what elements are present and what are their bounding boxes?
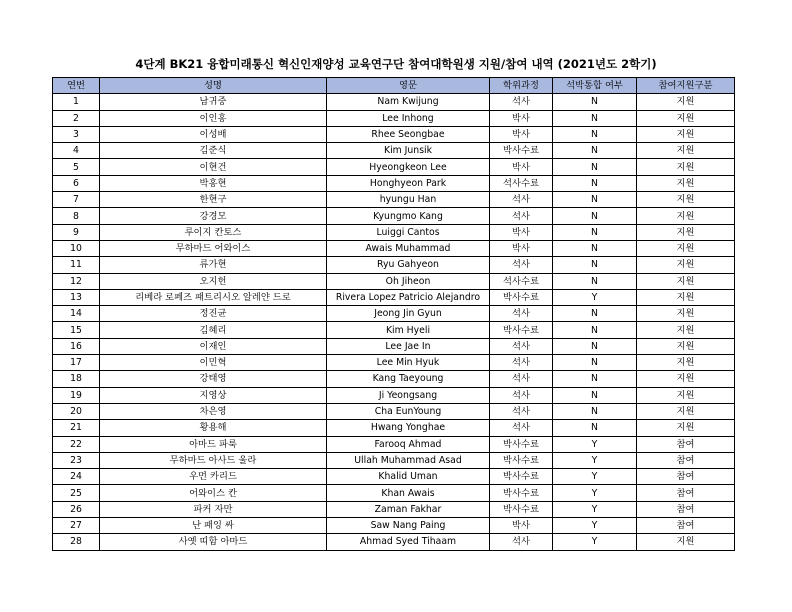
cell-name-korean: 지영상 xyxy=(100,387,327,403)
cell-support-type: 지원 xyxy=(637,355,735,371)
cell-integrated: Y xyxy=(553,469,637,485)
cell-support-type: 지원 xyxy=(637,94,735,110)
cell-no: 28 xyxy=(53,534,100,550)
cell-name-korean: 이현건 xyxy=(100,159,327,175)
cell-no: 21 xyxy=(53,420,100,436)
cell-support-type: 지원 xyxy=(637,192,735,208)
cell-integrated: N xyxy=(553,306,637,322)
cell-support-type: 지원 xyxy=(637,159,735,175)
cell-name-english: Hyeongkeon Lee xyxy=(327,159,490,175)
cell-support-type: 지원 xyxy=(637,224,735,240)
cell-degree: 석사 xyxy=(490,534,553,550)
cell-integrated: N xyxy=(553,126,637,142)
table-row xyxy=(53,143,735,159)
table-row xyxy=(53,208,735,224)
cell-support-type: 참여 xyxy=(637,436,735,452)
table-row xyxy=(53,306,735,322)
cell-integrated: N xyxy=(553,371,637,387)
cell-integrated: N xyxy=(553,94,637,110)
cell-integrated: N xyxy=(553,224,637,240)
cell-support-type: 지원 xyxy=(637,403,735,419)
cell-no: 12 xyxy=(53,273,100,289)
cell-name-english: Ahmad Syed Tihaam xyxy=(327,534,490,550)
cell-name-english: Farooq Ahmad xyxy=(327,436,490,452)
cell-name-korean: 황용해 xyxy=(100,420,327,436)
cell-degree: 박사수료 xyxy=(490,143,553,159)
cell-degree: 박사 xyxy=(490,518,553,534)
cell-degree: 박사수료 xyxy=(490,322,553,338)
table-row xyxy=(53,110,735,126)
cell-name-korean: 차은영 xyxy=(100,403,327,419)
cell-integrated: Y xyxy=(553,534,637,550)
cell-name-english: Kyungmo Kang xyxy=(327,208,490,224)
cell-name-korean: 이성배 xyxy=(100,126,327,142)
cell-no: 19 xyxy=(53,387,100,403)
cell-name-korean: 이민혁 xyxy=(100,355,327,371)
cell-support-type: 참여 xyxy=(637,518,735,534)
table-row xyxy=(53,94,735,110)
cell-degree: 석사 xyxy=(490,306,553,322)
cell-name-english: Rivera Lopez Patricio Alejandro xyxy=(327,289,490,305)
cell-integrated: N xyxy=(553,273,637,289)
cell-name-korean: 박홍현 xyxy=(100,175,327,191)
cell-no: 10 xyxy=(53,240,100,256)
cell-name-korean: 정진균 xyxy=(100,306,327,322)
table-row xyxy=(53,501,735,517)
cell-name-korean: 이재인 xyxy=(100,338,327,354)
table-row xyxy=(53,289,735,305)
cell-no: 25 xyxy=(53,485,100,501)
cell-support-type: 지원 xyxy=(637,306,735,322)
cell-name-korean: 오지헌 xyxy=(100,273,327,289)
cell-support-type: 지원 xyxy=(637,387,735,403)
cell-no: 4 xyxy=(53,143,100,159)
table-row xyxy=(53,452,735,468)
table-row xyxy=(53,355,735,371)
cell-support-type: 참여 xyxy=(637,501,735,517)
cell-integrated: N xyxy=(553,257,637,273)
cell-support-type: 지원 xyxy=(637,257,735,273)
cell-no: 7 xyxy=(53,192,100,208)
cell-no: 23 xyxy=(53,452,100,468)
cell-degree: 박사 xyxy=(490,224,553,240)
cell-name-english: Kim Junsik xyxy=(327,143,490,159)
cell-degree: 박사 xyxy=(490,110,553,126)
table-row xyxy=(53,338,735,354)
cell-support-type: 참여 xyxy=(637,485,735,501)
cell-no: 9 xyxy=(53,224,100,240)
table-row xyxy=(53,436,735,452)
cell-integrated: N xyxy=(553,143,637,159)
cell-name-english: Honghyeon Park xyxy=(327,175,490,191)
cell-degree: 석사 xyxy=(490,338,553,354)
cell-name-english: Saw Nang Paing xyxy=(327,518,490,534)
table-row xyxy=(53,534,735,550)
cell-integrated: N xyxy=(553,338,637,354)
cell-no: 11 xyxy=(53,257,100,273)
cell-no: 16 xyxy=(53,338,100,354)
header-name-korean: 성명 xyxy=(100,78,327,94)
cell-name-english: Jeong Jin Gyun xyxy=(327,306,490,322)
table-row xyxy=(53,387,735,403)
cell-name-english: Lee Min Hyuk xyxy=(327,355,490,371)
cell-name-english: Lee Jae In xyxy=(327,338,490,354)
cell-integrated: N xyxy=(553,387,637,403)
cell-name-korean: 무하마드 어와이스 xyxy=(100,240,327,256)
cell-name-korean: 어와이스 칸 xyxy=(100,485,327,501)
cell-no: 27 xyxy=(53,518,100,534)
cell-no: 18 xyxy=(53,371,100,387)
cell-name-english: Hwang Yonghae xyxy=(327,420,490,436)
cell-support-type: 지원 xyxy=(637,420,735,436)
table-row xyxy=(53,126,735,142)
cell-name-korean: 무하마드 아사드 울라 xyxy=(100,452,327,468)
cell-degree: 석사 xyxy=(490,192,553,208)
cell-support-type: 지원 xyxy=(637,110,735,126)
cell-name-english: Cha EunYoung xyxy=(327,403,490,419)
cell-name-english: Lee Inhong xyxy=(327,110,490,126)
cell-no: 2 xyxy=(53,110,100,126)
table-row xyxy=(53,175,735,191)
cell-integrated: N xyxy=(553,175,637,191)
cell-no: 15 xyxy=(53,322,100,338)
table-row xyxy=(53,485,735,501)
cell-degree: 석사 xyxy=(490,257,553,273)
cell-name-korean: 이인홍 xyxy=(100,110,327,126)
cell-support-type: 참여 xyxy=(637,452,735,468)
document-title: 4단계 BK21 융합미래통신 혁신인재양성 교육연구단 참여대학원생 지원/참여 내역 (2021년도 2학기) xyxy=(135,57,657,71)
cell-degree: 박사수료 xyxy=(490,289,553,305)
cell-name-english: Kang Taeyoung xyxy=(327,371,490,387)
cell-support-type: 지원 xyxy=(637,273,735,289)
cell-name-english: Zaman Fakhar xyxy=(327,501,490,517)
cell-no: 26 xyxy=(53,501,100,517)
cell-support-type: 지원 xyxy=(637,240,735,256)
table-row xyxy=(53,403,735,419)
cell-name-english: Ji Yeongsang xyxy=(327,387,490,403)
cell-support-type: 지원 xyxy=(637,338,735,354)
header-name-english: 영문 xyxy=(327,78,490,94)
cell-name-english: hyungu Han xyxy=(327,192,490,208)
table-row xyxy=(53,420,735,436)
cell-degree: 박사 xyxy=(490,240,553,256)
cell-name-korean: 김준식 xyxy=(100,143,327,159)
cell-integrated: N xyxy=(553,322,637,338)
cell-name-english: Ryu Gahyeon xyxy=(327,257,490,273)
cell-name-english: Awais Muhammad xyxy=(327,240,490,256)
table-header-row xyxy=(53,78,735,94)
cell-name-english: Ullah Muhammad Asad xyxy=(327,452,490,468)
table-row xyxy=(53,240,735,256)
cell-name-english: Khalid Uman xyxy=(327,469,490,485)
cell-name-english: Nam Kwijung xyxy=(327,94,490,110)
header-integrated: 석박통합 여부 xyxy=(553,78,637,94)
cell-name-korean: 파커 자만 xyxy=(100,501,327,517)
cell-no: 14 xyxy=(53,306,100,322)
table-row xyxy=(53,224,735,240)
participants-table xyxy=(52,77,735,551)
table-body xyxy=(53,94,735,550)
cell-degree: 석사 xyxy=(490,403,553,419)
cell-integrated: N xyxy=(553,403,637,419)
table-row xyxy=(53,371,735,387)
cell-name-korean: 남귀중 xyxy=(100,94,327,110)
table-row xyxy=(53,273,735,289)
cell-name-korean: 류가현 xyxy=(100,257,327,273)
cell-name-english: Rhee Seongbae xyxy=(327,126,490,142)
cell-name-korean: 김혜리 xyxy=(100,322,327,338)
cell-support-type: 지원 xyxy=(637,126,735,142)
header-degree: 학위과정 xyxy=(490,78,553,94)
cell-degree: 박사수료 xyxy=(490,469,553,485)
cell-degree: 박사수료 xyxy=(490,452,553,468)
table-row xyxy=(53,159,735,175)
cell-support-type: 참여 xyxy=(637,469,735,485)
cell-degree: 박사수료 xyxy=(490,485,553,501)
cell-integrated: Y xyxy=(553,452,637,468)
cell-name-english: Khan Awais xyxy=(327,485,490,501)
cell-support-type: 지원 xyxy=(637,208,735,224)
cell-support-type: 지원 xyxy=(637,175,735,191)
cell-degree: 석사 xyxy=(490,387,553,403)
cell-no: 22 xyxy=(53,436,100,452)
table-row xyxy=(53,192,735,208)
table-row xyxy=(53,518,735,534)
cell-name-korean: 한현구 xyxy=(100,192,327,208)
cell-degree: 석사 xyxy=(490,94,553,110)
cell-name-korean: 강태영 xyxy=(100,371,327,387)
cell-name-english: Luiggi Cantos xyxy=(327,224,490,240)
cell-support-type: 지원 xyxy=(637,371,735,387)
cell-integrated: N xyxy=(553,159,637,175)
cell-degree: 박사 xyxy=(490,159,553,175)
cell-no: 20 xyxy=(53,403,100,419)
cell-integrated: N xyxy=(553,208,637,224)
cell-integrated: Y xyxy=(553,436,637,452)
cell-integrated: N xyxy=(553,240,637,256)
cell-support-type: 지원 xyxy=(637,143,735,159)
cell-no: 6 xyxy=(53,175,100,191)
cell-support-type: 지원 xyxy=(637,289,735,305)
cell-name-korean: 강경모 xyxy=(100,208,327,224)
header-no: 연번 xyxy=(53,78,100,94)
header-support-type: 참여지원구분 xyxy=(637,78,735,94)
cell-no: 5 xyxy=(53,159,100,175)
cell-degree: 석사 xyxy=(490,208,553,224)
cell-no: 1 xyxy=(53,94,100,110)
cell-no: 3 xyxy=(53,126,100,142)
cell-name-korean: 난 패잉 싸 xyxy=(100,518,327,534)
cell-name-korean: 우먼 카리드 xyxy=(100,469,327,485)
cell-degree: 석사 xyxy=(490,420,553,436)
cell-name-korean: 루이지 칸토스 xyxy=(100,224,327,240)
cell-name-korean: 아마드 파룩 xyxy=(100,436,327,452)
cell-degree: 박사수료 xyxy=(490,501,553,517)
cell-name-korean: 리베라 로페즈 패트리시오 알레얀 드로 xyxy=(100,289,327,305)
table-row xyxy=(53,257,735,273)
cell-integrated: Y xyxy=(553,501,637,517)
cell-integrated: Y xyxy=(553,289,637,305)
table-row xyxy=(53,469,735,485)
cell-integrated: N xyxy=(553,192,637,208)
cell-name-korean: 사옛 띠함 아마드 xyxy=(100,534,327,550)
cell-name-english: Kim Hyeli xyxy=(327,322,490,338)
cell-degree: 석사 xyxy=(490,371,553,387)
table-row xyxy=(53,322,735,338)
cell-degree: 석사 xyxy=(490,355,553,371)
cell-support-type: 지원 xyxy=(637,534,735,550)
cell-degree: 석사수료 xyxy=(490,273,553,289)
cell-integrated: N xyxy=(553,420,637,436)
cell-support-type: 지원 xyxy=(637,322,735,338)
cell-integrated: N xyxy=(553,110,637,126)
cell-no: 13 xyxy=(53,289,100,305)
cell-no: 17 xyxy=(53,355,100,371)
cell-no: 24 xyxy=(53,469,100,485)
cell-integrated: Y xyxy=(553,485,637,501)
cell-no: 8 xyxy=(53,208,100,224)
cell-degree: 박사 xyxy=(490,126,553,142)
cell-name-english: Oh Jiheon xyxy=(327,273,490,289)
cell-degree: 석사수료 xyxy=(490,175,553,191)
cell-integrated: N xyxy=(553,355,637,371)
cell-integrated: Y xyxy=(553,518,637,534)
cell-degree: 박사수료 xyxy=(490,436,553,452)
